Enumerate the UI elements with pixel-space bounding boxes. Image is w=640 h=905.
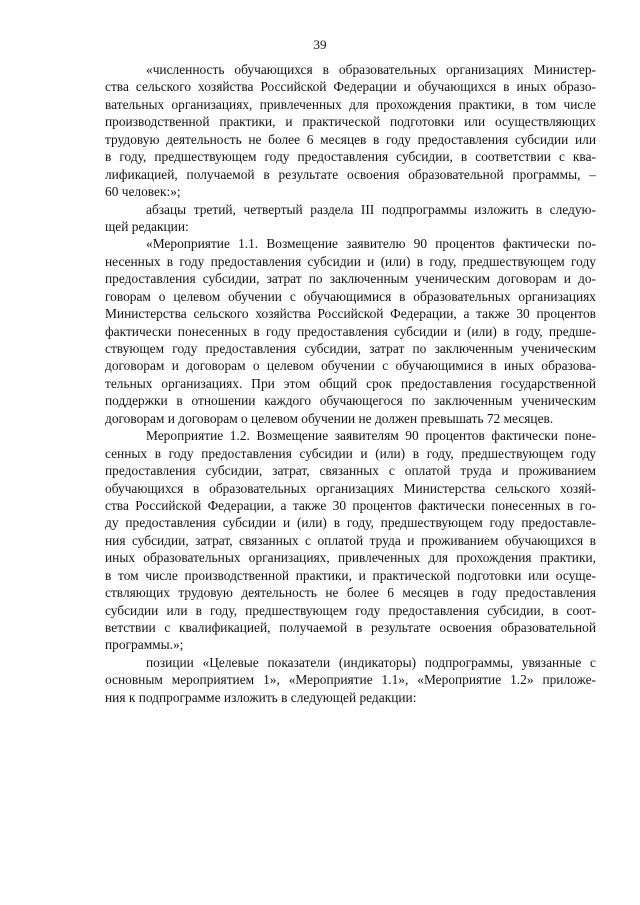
body-text	[105, 61, 596, 706]
text-line: сенных в году предоставления субсидии и (или) в году, предшествующем году	[105, 445, 596, 461]
text-line: абзацы третий, четвертый раздела III подпрограммы изложить в следую-	[146, 201, 596, 217]
text-line: щей редакции:	[105, 218, 189, 234]
text-line: основным мероприятием 1», «Мероприятие 1.1», «Мероприятие 1.2» приложе-	[105, 672, 596, 688]
text-line: иных образовательных организациях, привлеченных для прохождения практики,	[105, 550, 596, 566]
text-line: производственной практики, и практической подготовки или осуществляющих	[105, 114, 596, 130]
text-line: ства сельского хозяйства Российской Федерации и обучающихся в иных образо-	[105, 79, 596, 95]
text-line: субсидии или в году, предшествующем году предоставления субсидии, в соот-	[105, 602, 596, 618]
text-line: несенных в году предоставления субсидии и (или) в году, предшествующем году	[105, 253, 596, 269]
text-line: предоставления субсидии, затрат, связанных с оплатой труда и проживанием	[105, 463, 596, 479]
text-line: ния субсидии, затрат, связанных с оплатой труда и проживанием обучающихся в	[105, 532, 596, 548]
text-line: ду предоставления субсидии и (или) в году, предшествующем году предоставле-	[105, 515, 596, 531]
text-line: «Мероприятие 1.1. Возмещение заявителю 90 процентов фактически по-	[146, 236, 596, 252]
text-line: обучающихся в образовательных организациях Министерства сельского хозяй-	[105, 480, 596, 496]
text-line: лификацией, получаемой в результате освоения образовательной программы, –	[105, 166, 596, 182]
text-line: «численность обучающихся в образовательных организациях Министер-	[146, 62, 596, 77]
text-line: программы.»;	[105, 637, 184, 653]
text-line: 60 человек:»;	[105, 184, 181, 200]
text-line: в том числе производственной практики, и практической подготовки или осуще-	[105, 567, 596, 583]
text-line: фактически понесенных в году предоставления субсидии и (или) в году, предше-	[105, 323, 596, 339]
text-line: тельных организациях. При этом общий срок предоставления государственной	[105, 375, 596, 391]
text-line: вательных организациях, привлеченных для прохождения практики, в том числе	[105, 96, 596, 112]
text-line: поддержки в отношении каждого обучающегося по заключенным ученическим	[105, 393, 596, 409]
text-line: предоставления субсидии, затрат по заключенным ученическим договорам и до-	[105, 271, 596, 287]
text-line: ствующем году предоставления субсидии, затрат по заключенным ученическим	[105, 341, 596, 356]
text-line: ния к подпрограмме изложить в следующей редакции:	[105, 689, 417, 705]
text-line: в году, предшествующем году предоставления субсидии, в соответствии с ква-	[105, 149, 596, 165]
text-line: ствляющих трудовую деятельность не более 6 месяцев в году предоставления	[105, 585, 596, 601]
text-line: трудовую деятельность не более 6 месяцев в году предоставления субсидии или	[105, 131, 596, 147]
text-line: договорам и договорам о целевом обучении не должен превышать 72 месяцев.	[105, 410, 554, 426]
text-line: говорам о целевом обучении с обучающимися в образовательных организациях	[105, 288, 596, 304]
text-line: Министерства сельского хозяйства Российской Федерации, а также 30 процентов	[105, 306, 596, 322]
page-number: 39	[313, 37, 327, 52]
text-line: договорам и договорам о целевом обучении с обучающимися в иных образова-	[105, 358, 596, 374]
text-line: позиции «Целевые показатели (индикаторы) подпрограммы, увязанные с	[146, 654, 596, 670]
text-line: ветствии с квалификацией, получаемой в результате освоения образовательной	[105, 620, 596, 635]
text-line: ства Российской Федерации, а также 30 процентов фактически понесенных в го-	[105, 497, 596, 513]
text-line: Мероприятие 1.2. Возмещение заявителям 90 процентов фактически поне-	[146, 428, 596, 444]
